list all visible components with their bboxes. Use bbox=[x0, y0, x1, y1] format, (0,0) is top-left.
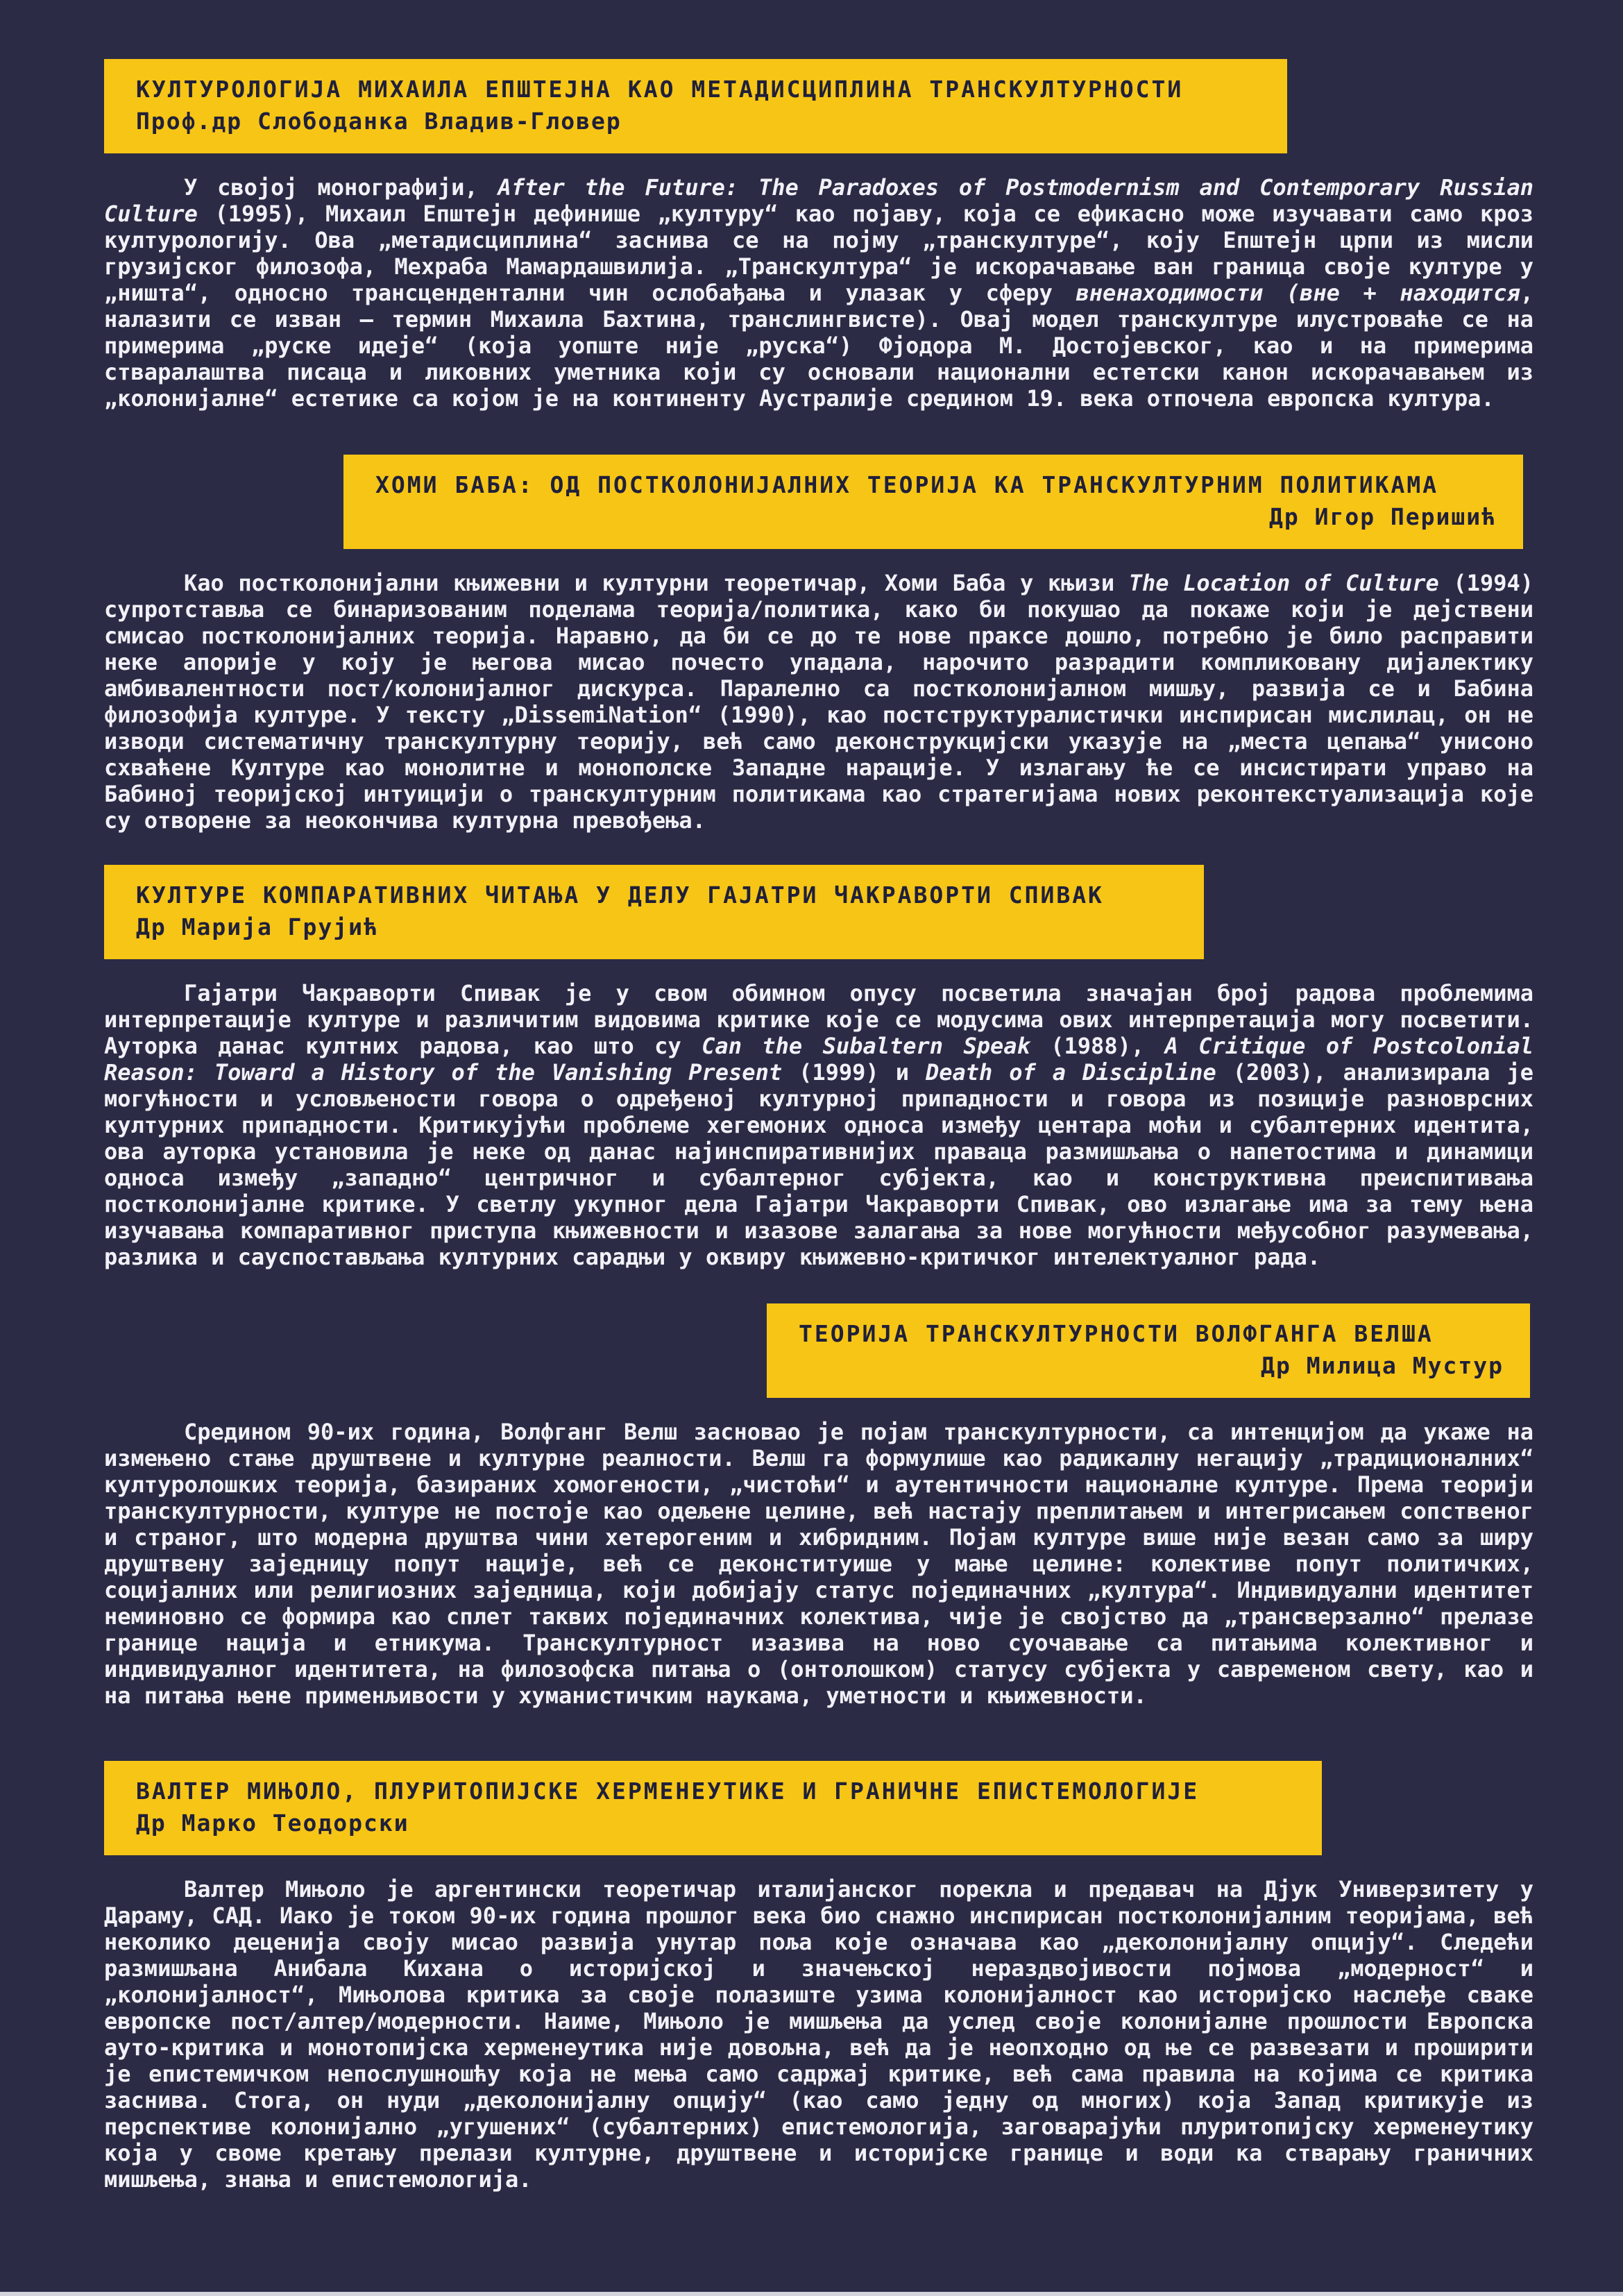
session-title: ВАЛТЕР МИЊОЛО, ПЛУРИТОПИЈСКЕ ХЕРМЕНЕУТИКЕ И ГРАНИЧНЕ ЕПИСТЕМОЛОГИЈЕ bbox=[136, 1778, 1200, 1805]
session-title: ХОМИ БАБА: ОД ПОСТКОЛОНИЈАЛНИХ ТЕОРИЈА КА ТРАНСКУЛТУРНИМ ПОЛИТИКАМА bbox=[375, 471, 1439, 498]
speaker-name: Др Марко Теодорски bbox=[136, 1809, 409, 1837]
abstract-paragraph: Средином 90-их година, Волфганг Велш засновао је појам транскултурности, са интенцијом да укаже на измењено стање друштвене и културне реалности. Велш га формулише као радикалну негацију „традиционалних“ културолошких теорија, базираних хомогености, „чистоћи“ и аутентичности националне културе. Према теорији транскултурности, културе не постоје као одељене целине, већ настају преплитањем и интегрисањем сопственог и страног, што модерна друштва чини хетерогеним и хибридним. Појам културе више није везан само за ширу друштвену заједницу попут нације, већ се деконституише у мање целине: колективе попут политичких, социјалних или религиозних заједница, који добијају статус појединачних „култура“. Индивидуални идентитет неминовно се формира као сплет таквих појединачних колектива, чије је својство да „трансверзално“ прелазе границе нација и етникума. Транскултурност изазива на ново суочавање са питањима колективног и индивидуалног идентитета, на филозофска питања о (онтолошком) статусу субјекта у савременом свету, као и на питања њене применљивости у хуманистичким наукама, уметности и књижевности. bbox=[104, 1419, 1533, 1709]
session-title-block bbox=[343, 455, 1523, 549]
speaker-name: Др Игор Перишић bbox=[1268, 503, 1497, 530]
section-epstein-culturology bbox=[0, 59, 1623, 412]
session-title: КУЛТУРЕ КОМПАРАТИВНИХ ЧИТАЊА У ДЕЛУ ГАЈАТРИ ЧАКРАВОРТИ СПИВАК bbox=[136, 881, 1104, 909]
section-spivak bbox=[0, 865, 1623, 1270]
page-edge-line bbox=[0, 2292, 1623, 2296]
section-homi-bhabha bbox=[0, 455, 1623, 834]
abstract-paragraph: Гајатри Чакраворти Спивак је у свом обимном опусу посветила значајан број радова проблемима интерпретације културе и различитим видовима критике које се модусима ових интерпретација могу посветити. Ауторка данас култних радова, као што су Can the Subaltern Speak (1988), A Critique of Postcolonial Reason: Toward a History of the Vanishing Present (1999) и Death of a Discipline (2003), анализирала је могућности и условљености говора о одређеној културној припадности и говора из позиције разноврсних културних припадности. Критикујући проблеме хегемоних односа између центара моћи и субалтерних идентита, ова ауторка установила је неке од данас најинспиративнијих праваца размишљања о напетостима и динамици односа између „западно“ центричног и субалтерног субјекта, као и конструктивна преиспитивања постколонијалне критике. У светлу укупног дела Гајатри Чакраворти Спивак, ово излагање има за тему њена изучавања компаративног приступа књижевности и изазове залагања за нове могућности међусобног разумевања, разлика и сауспостављања културних сарадњи у оквиру књижевно-критичког интелектуалног рада. bbox=[104, 980, 1534, 1270]
session-title-block bbox=[767, 1303, 1530, 1398]
speaker-name: Проф.др Слободанка Владив-Гловер bbox=[136, 108, 622, 135]
session-title-block bbox=[104, 865, 1204, 959]
abstract-paragraph: Као постколонијални књижевни и културни теоретичар, Хоми Баба у књизи The Location of Culture (1994) супротставља се бинаризованим поделама теорија/политика, како би покушао да покаже који је дејствени смисао постколонијалних теорија. Наравно, да би се до те нове праксе дошло, потребно је било расправити неке апорије у коју је његова мисао почесто упадала, нарочито разрадити компликовану дијалектику амбивалентности пост/колонијалног дискурса. Паралелно са постколонијалном мишљу, развија се и Бабина филозофија културе. У тексту „DissemiNation“ (1990), као постструктуралистички инспирисан мислилац, он не изводи систематичну транскултурну теорију, већ само деконструкцијски указује на „места цепања“ унисоно схваћене Културе као монолитне и монополске Западне нарације. У излагању ће се инсистирати управо на Бабиној теоријској интуицији о транскултурним политикама као стратегијама нових реконтекстуализација које су отворене за неокончива културна превођења. bbox=[104, 570, 1534, 834]
abstract-paragraph: У својој монографији, After the Future: The Paradoxes of Postmodernism and Contemporary Russian Culture (1995), Михаил Епштејн дефинише „културу“ као појаву, која се ефикасно може изучавати само кроз културологију. Ова „метадисциплина“ заснива се на појму „транскултуре“, коју Епштејн црпи из мисли грузијског филозофа, Мехраба Мамардашвилија. „Транскултура“ је искорачавање ван граница своје културе у „ништа“, односно трансцендентални чин ослобађања и улазак у сферу вненаходимости (вне + находится, налазити се изван – термин Михаила Бахтина, транслингвисте). Овај модел транскултуре илустроваће се на примерима „руске идеје“ (која уопште није „руска“) Фјодора М. Достојевског, као и на примерима стваралаштва писаца и ликовних уметника који су основали национални естетски канон искорачавањем из „колонијалне“ естетике са којом је на континенту Аустралије средином 19. века отпочела европска култура. bbox=[104, 174, 1534, 412]
session-title-block bbox=[104, 59, 1287, 153]
session-title: ТЕОРИЈА ТРАНСКУЛТУРНОСТИ ВОЛФГАНГА ВЕЛША bbox=[799, 1320, 1434, 1347]
speaker-name: Др Милица Мустур bbox=[1261, 1352, 1504, 1379]
section-mignolo bbox=[0, 1761, 1623, 2193]
section-welsch bbox=[0, 1303, 1623, 1709]
session-title-block bbox=[104, 1761, 1322, 1855]
session-title: КУЛТУРОЛОГИЈА МИХАИЛА ЕПШТЕЈНА КАО МЕТАДИСЦИПЛИНА ТРАНСКУЛТУРНОСТИ bbox=[136, 76, 1184, 103]
abstract-paragraph: Валтер Мињоло је аргентински теоретичар италијанског порекла и предавач на Дјук Универзитету у Дараму, САД. Иако је током 90-их година прошлог века био снажно инспирисан постколонијалним теоријама, већ неколико деценија своју мисао развија унутар поља које означава као „деколонијалну опцију“. Следећи размишљана Анибала Кихана о историјској и значењској нераздвојивости појмова „модерност“ и „колонијалност“, Мињолова критика за своје полазиште узима колонијалност као историјско наслеђе сваке европске пост/алтер/модерности. Наиме, Мињоло је мишљења да услед своје колонијалне прошлости Европска ауто-критика и монотопијска херменеутика није довољна, већ да је неопходно од ње се развезати и проширити је епистемичком непослушношћу која не мења само садржај критике, већ сама правила на којима се критика заснива. Стога, он нуди „деколонијалну опцију“ (као само једну од многих) која Запад критикује из перспективе колонијално „угушених“ (субалтерних) епистемологија, заговарајући плуритопијску херменеутику која у своме кретању прелази културне, друштвене и историјске границе и води ка стварању граничних мишљења, знања и епистемологија. bbox=[104, 1876, 1533, 2193]
speaker-name: Др Марија Грујић bbox=[136, 913, 379, 940]
